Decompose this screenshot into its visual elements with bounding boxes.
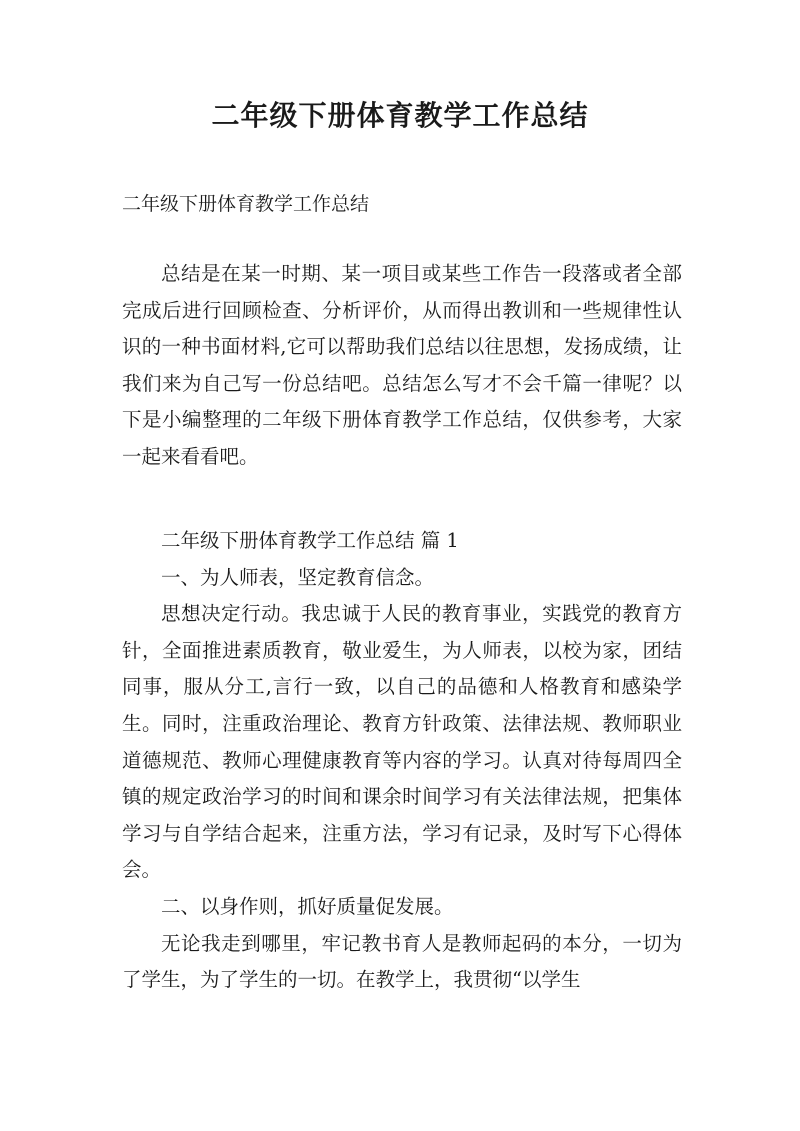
point-2-paragraph: 无论我走到哪里，牢记教书育人是教师起码的本分，一切为了学生，为了学生的一切。在教学上，我贯彻“以学生 (122, 931, 682, 992)
point-1-heading: 一、为人师表，坚定教育信念。 (161, 565, 435, 589)
point-2-heading: 二、以身作则，抓好质量促发展。 (161, 894, 454, 918)
section-1 (122, 523, 682, 999)
section-heading: 二年级下册体育教学工作总结 篇 1 (161, 529, 459, 552)
document-subtitle: 二年级下册体育教学工作总结 (122, 193, 370, 215)
document-title: 二年级下册体育教学工作总结 (211, 99, 589, 132)
intro-section (122, 256, 682, 476)
intro-paragraph: 总结是在某一时期、某一项目或某些工作告一段落或者全部完成后进行回顾检查、分析评价，从而得出教训和一些规律性认识的一种书面材料,它可以帮助我们总结以往思想，发扬成绩，让我们来为自己写一份总结吧。总结怎么写才不会千篇一律呢？以下是小编整理的二年级下册体育教学工作总结，仅供参考，大家一起来看看吧。 (122, 262, 682, 468)
point-1-paragraph: 思想决定行动。我忠诚于人民的教育事业，实践党的教育方针，全面推进素质教育，敬业爱生，为人师表，以校为家，团结同事，服从分工,言行一致，以自己的品德和人格教育和感染学生。同时，注重政治理论、教育方针政策、法律法规、教师职业道德规范、教师心理健康教育等内容的学习。认真对待每周四全镇的规定政治学习的时间和课余时间学习有关法律法规，把集体学习与自学结合起来，注重方法，学习有记录，及时写下心得体会。 (122, 602, 682, 882)
